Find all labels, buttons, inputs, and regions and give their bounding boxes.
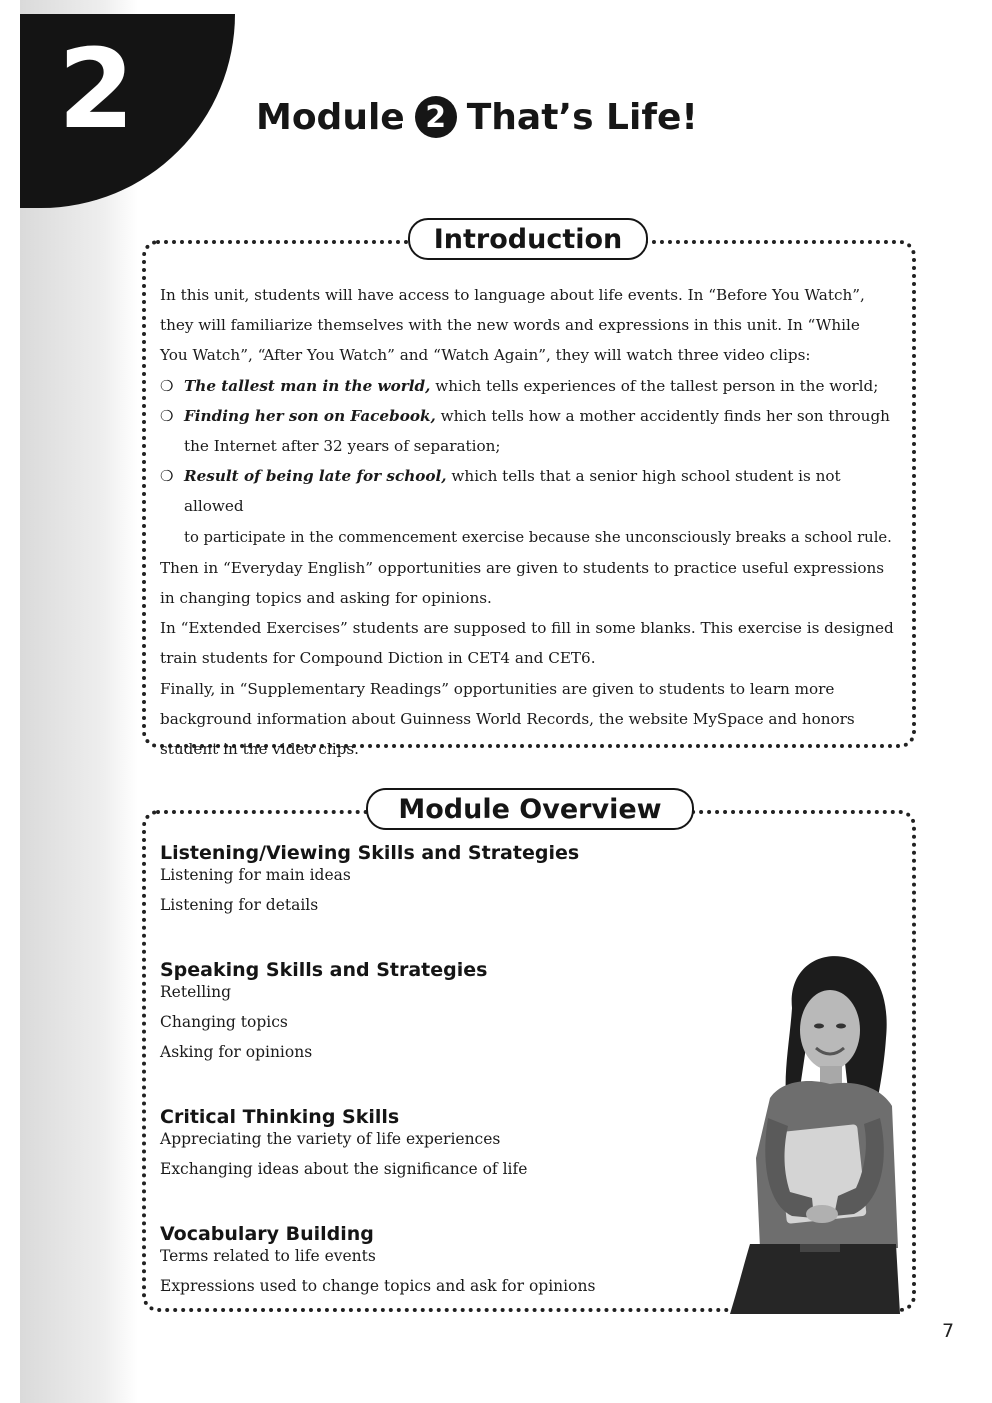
overview-group-speaking — [160, 957, 487, 1067]
intro-line: in changing topics and asking for opinions. — [160, 589, 492, 608]
introduction-heading: Introduction — [408, 218, 648, 260]
intro-line: You Watch”, “After You Watch” and “Watch Again”, they will watch three video clips: — [160, 346, 811, 365]
intro-line: background information about Guinness World Records, the website MySpace and honors — [160, 709, 855, 728]
page-number: 7 — [942, 1320, 955, 1342]
overview-item: Retelling — [160, 983, 232, 1001]
overview-item: Listening for main ideas — [160, 866, 351, 884]
intro-line: In this unit, students will have access to language about life events. In “Before You Watch”, — [160, 286, 865, 304]
intro-line: they will familiarize themselves with the new words and expressions in this unit. In “While — [160, 316, 860, 335]
overview-group-title: Vocabulary Building — [160, 1223, 374, 1245]
intro-line: In “Extended Exercises” students are supposed to fill in some blanks. This exercise is designed — [160, 619, 894, 638]
video-clip-description: which tells experiences of the tallest person in the world; — [430, 376, 879, 395]
module-title — [256, 92, 698, 142]
overview-group-title: Critical Thinking Skills — [160, 1106, 400, 1128]
module-title-text: That’s Life! — [466, 96, 698, 138]
video-clip-description: the Internet after 32 years of separation; — [184, 437, 501, 456]
video-clip-item — [160, 461, 902, 553]
overview-item: Expressions used to change topics and ask for opinions — [160, 1277, 596, 1295]
module-overview-heading: Module Overview — [366, 788, 694, 830]
intro-line: train students for Compound Diction in CET4 and CET6. — [160, 649, 596, 668]
circle-bullet-icon: ❍ — [160, 406, 174, 425]
chapter-number: 2 — [58, 25, 135, 153]
video-clip-title: The tallest man in the world, — [184, 376, 431, 395]
intro-line: student in the video clips. — [160, 740, 359, 759]
intro-line: Then in “Everyday English” opportunities are given to students to practice useful expressions — [160, 558, 885, 577]
circle-bullet-icon: ❍ — [160, 467, 174, 486]
video-clip-title: Result of being late for school, — [184, 467, 447, 486]
introduction-text — [160, 280, 902, 764]
video-clip-item — [160, 401, 902, 461]
circle-bullet-icon: ❍ — [160, 376, 174, 395]
module-number-badge: 2 — [415, 96, 457, 138]
overview-group-vocabulary — [160, 1221, 595, 1301]
intro-line: Finally, in “Supplementary Readings” opportunities are given to students to learn more — [160, 679, 835, 698]
overview-group-title: Listening/Viewing Skills and Strategies — [160, 842, 580, 864]
student-photo — [730, 948, 900, 1314]
video-clip-description: to participate in the commencement exercise because she unconsciously breaks a school rule. — [184, 528, 892, 546]
overview-group-title: Speaking Skills and Strategies — [160, 959, 488, 981]
page-edge-shade — [20, 0, 138, 1403]
overview-item: Terms related to life events — [160, 1247, 376, 1265]
overview-item: Asking for opinions — [160, 1043, 313, 1061]
overview-item: Listening for details — [160, 896, 319, 914]
overview-group-listening — [160, 840, 579, 920]
overview-item: Exchanging ideas about the significance of life — [160, 1160, 528, 1178]
overview-item: Appreciating the variety of life experiences — [160, 1130, 501, 1148]
video-clip-title: Finding her son on Facebook, — [184, 406, 436, 425]
video-clip-description: which tells that a senior high school student is not allowed — [184, 467, 841, 516]
overview-group-critical-thinking — [160, 1104, 527, 1184]
overview-item: Changing topics — [160, 1013, 288, 1031]
module-title-prefix: Module — [256, 96, 405, 138]
video-clip-item — [160, 371, 902, 401]
video-clip-description: which tells how a mother accidently finds her son through — [435, 406, 890, 425]
